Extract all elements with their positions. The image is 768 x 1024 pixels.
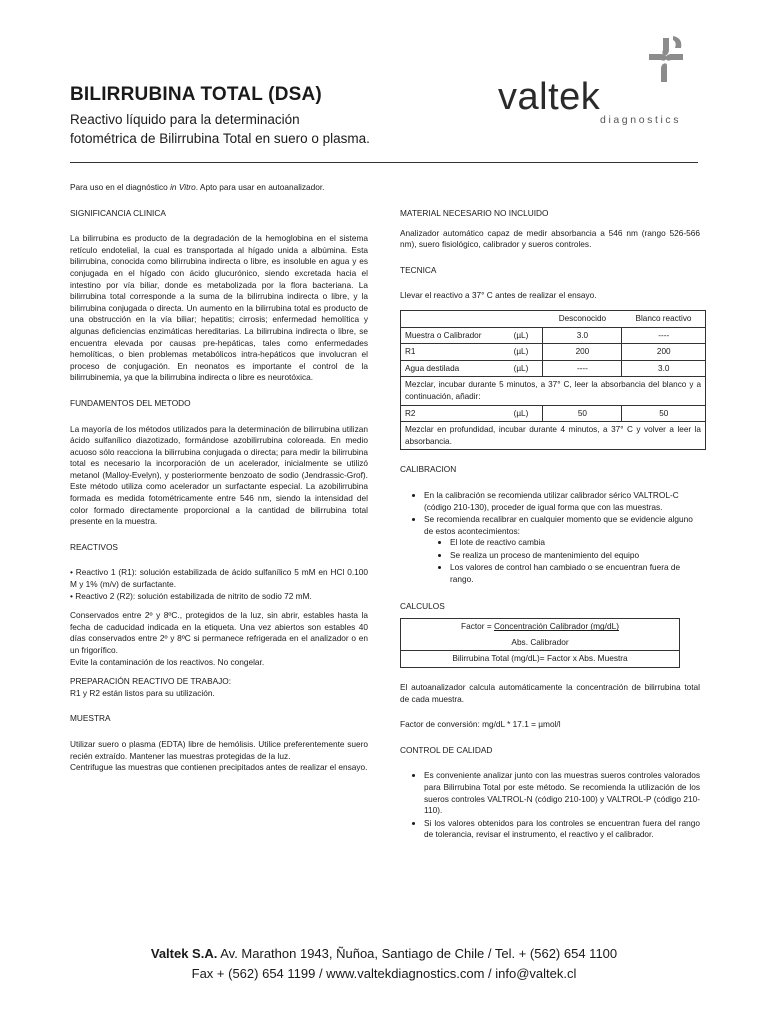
calculos-text: El autoanalizador calcula automáticamente la concentración de bilirrubina total de cada muestra. [400,682,700,704]
control-list [400,770,700,841]
list-item: • Se recomienda recalibrar en cualquier momento que se evidencie alguno de estos acontecimientos: • El lote de reactivo cambia • Se realiza un proceso de mantenimiento del equipo • Los valores de control han cambiado o se encuentran fuera de rango. [424,514,700,586]
right-column [400,208,700,842]
table-row: Muestra o Calibrador (µL) 3.0 ---- [401,327,706,344]
control-heading: CONTROL DE CALIDAD [400,744,493,755]
list-item: • Es conveniente analizar junto con las muestras sueros controles valorados para Bilirrubina Total por este método. Se recomienda la utilización de los sueros controles VALTROL-N (código 210-100) y VALTROL-P (código 210-110). [424,770,700,816]
significancia-text: La bilirrubina es producto de la degradación de la hemoglobina en el sistema retículo endotelial, la cual es transportada al hígado unida a albúmina. Esta bilirrubina, conocida como bilirrubina indirecta o libre, es insoluble en agua y es conjugada en el hígado con ácido glucurónico, siendo excretada hacia el intestino por vía biliar, donde es metabolizada por la flora bacteriana. La bilirrubina total corresponde a la suma de la bilirrubina indirecta o libre, y la bilirrubina conjugada o directa. Un aumento en la bilirrubina total es producto de una obstrucción en la vía biliar; hepatitis; cirrosis; enfermedad hemolítica y algunas deficiencias enzimáticas hereditarias. La bilirrubina indirecta o libre, se encuentra elevada por causas pre-hepáticas, tales como enfermedades hemolíticas, o bien problemas metabólicos intra-hepáticos que involucran el proceso de conjugación. En neonatos es importante el control de la bilirrubinemia, ya que la bilirrubina indirecta o libre es neurotóxica. [70,233,368,383]
table-note-row: Mezclar en profundidad, incubar durante 4 minutos, a 37° C y volver a leer la absorbancia. [401,422,706,450]
logo-wordmark: valtek [498,76,601,118]
tecnica-table [400,310,706,450]
table-row: R2 (µL) 50 50 [401,405,706,422]
list-item: • Si los valores obtenidos para los controles se encuentran fuera del rango de tolerancia, revisar el instrumento, el reactivo y el calibrador. [424,818,700,841]
muestra-text-2: Centrifugue las muestras que contienen precipitados antes de realizar el ensayo. [70,762,368,773]
valtek-logo [498,36,708,132]
left-column [70,182,368,774]
table-row: Desconocido Blanco reactivo [401,310,706,327]
reactivos-heading: REACTIVOS [70,541,118,552]
page-subtitle: Reactivo líquido para la determinación fotométrica de Bilirrubina Total en suero o plasma. [70,112,370,146]
table-row: R1 (µL) 200 200 [401,344,706,361]
four-leaf-cross-icon [645,36,687,84]
calibracion-list [400,490,700,586]
list-item: • El lote de reactivo cambia [450,537,700,549]
tecnica-intro: Llevar el reactivo a 37° C antes de realizar el ensayo. [400,290,597,301]
calculos-heading: CALCULOS [400,600,445,611]
reactivo-1: • Reactivo 1 (R1): solución estabilizada de ácido sulfanílico 5 mM en HCl 0.100 M y 1% (m/v) de surfactante. [70,567,368,590]
fundamentos-heading: FUNDAMENTOS DEL METODO [70,397,191,408]
material-text: Analizador automático capaz de medir absorbancia a 546 nm (rango 526-566 nm), suero fisiológico, calibrador y sueros controles. [400,227,700,250]
footer-address: Valtek S.A. Av. Marathon 1943, Ñuñoa, Santiago de Chile / Tel. + (562) 654 1100 [150,946,618,961]
conversion-factor: Factor de conversión: mg/dL * 17.1 = µmol/l [400,719,561,730]
significancia-heading: SIGNIFICANCIA CLINICA [70,207,166,218]
page-title: BILIRRUBINA TOTAL (DSA) [70,84,322,105]
muestra-text: Utilizar suero o plasma (EDTA) libre de hemólisis. Utilice preferentemente suero recién extraído. Mantener las muestras protegidas de la luz. [70,738,368,761]
preparacion-text: R1 y R2 están listos para su utilización. [70,687,215,698]
bilirrubina-formula: Bilirrubina Total (mg/dL)= Factor x Abs. Muestra [401,651,680,668]
factor-denominator: Abs. Calibrador [401,635,680,651]
reactivos-storage: Conservados entre 2º y 8ºC., protegidos de la luz, sin abrir, estables hasta la fecha de caducidad indicada en la etiqueta. Una vez abiertos son estables 40 días conservados entre 2º y 8ºC si permanece refrigerada en el analizador o en un frigorífico. [70,610,368,655]
fundamentos-text: La mayoría de los métodos utilizados para la determinación de bilirrubina utilizan ácido sulfanílico diazotizado, formándose azobilirrubina coloreada. En medio acuoso sólo reacciona la bilirrubina conjugada o directa; para medir la bilirrubina total es necesario la incorporación de un acelerador, inicialmente se utilizó metanol (Malloy-Evelyn), y posteriormente benzoato de sodio (Jendrassic-Grof). Este método utiliza como acelerador un surfactante especial. La azobilirrubina formada es medida fotométricamente entre 546 nm, siendo la intensidad del color formado directamente proporcional a la cantidad de bilirrubina total presente en la muestra. [70,423,368,527]
intro-text: Para uso en el diagnóstico in Vitro. Apto para usar en autoanalizador. [70,182,325,192]
table-note-row: Mezclar, incubar durante 5 minutos, a 37° C, leer la absorbancia del blanco y a continuación, añadir: [401,377,706,405]
footer-company: Valtek S.A. [150,946,218,961]
reactivo-2: • Reactivo 2 (R2): solución estabilizada de nitrito de sodio 72 mM. [70,590,312,601]
logo-tagline: diagnostics [600,114,682,126]
factor-formula: Factor = Concentración Calibrador (mg/dL) [401,619,680,635]
tecnica-heading: TECNICA [400,264,437,275]
list-item: • Los valores de control han cambiado o se encuentran fuera de rango. [450,562,700,585]
calculos-formula-box [400,618,680,668]
footer-contact: Fax + (562) 654 1199 / www.valtekdiagnostics.com / info@valtek.cl [191,966,577,981]
muestra-heading: MUESTRA [70,713,111,724]
preparacion-heading: PREPARACIÓN REACTIVO DE TRABAJO: [70,676,232,687]
reactivos-warning: Evite la contaminación de los reactivos. No congelar. [70,656,265,667]
material-heading: MATERIAL NECESARIO NO INCLUIDO [400,208,549,218]
calibracion-sublist [424,537,700,585]
calibracion-heading: CALIBRACION [400,464,457,475]
header-divider [70,162,698,163]
table-row: Agua destilada (µL) ---- 3.0 [401,360,706,377]
list-item: • En la calibración se recomienda utilizar calibrador sérico VALTROL-C (código 210-130), proceder de igual forma que con las muestras. [424,490,700,513]
list-item: • Se realiza un proceso de mantenimiento del equipo [450,550,700,562]
